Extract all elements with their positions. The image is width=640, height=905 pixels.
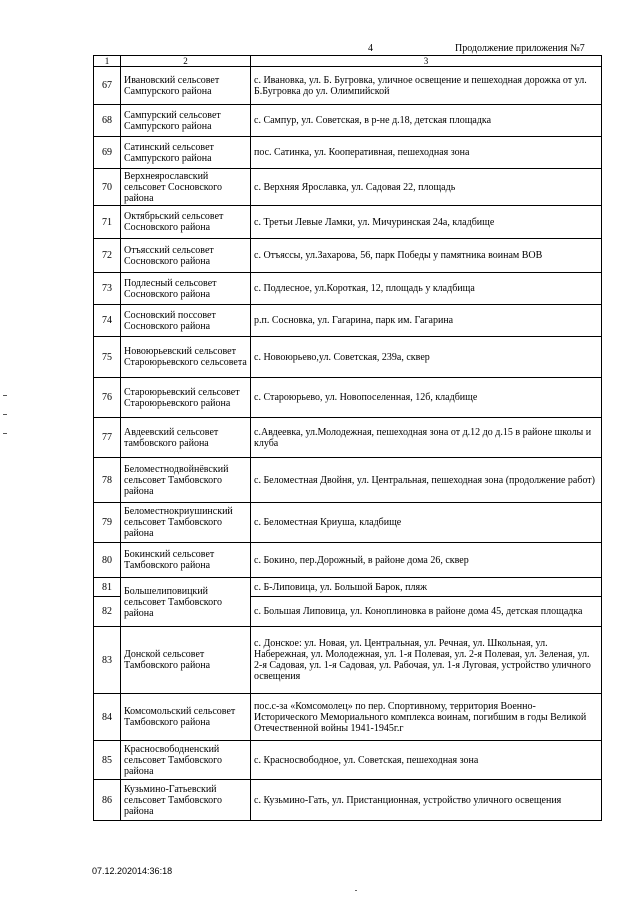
region-cell: Сосновский поссовет Сосновского района xyxy=(121,305,251,337)
column-header-1: 1 xyxy=(94,56,121,67)
row-number: 72 xyxy=(94,239,121,273)
address-cell: пос. Сатинка, ул. Кооперативная, пешеходная зона xyxy=(251,137,602,169)
region-cell: Донской сельсовет Тамбовского района xyxy=(121,627,251,694)
address-cell: с. Донское: ул. Новая, ул. Центральная, ул. Речная, ул. Школьная, ул. Набережная, ул. Молодежная, ул. 1-я Полевая, ул. 2-я Полевая, ул. Зеленая, ул. 2-я Садовая, ул. 1-я Садовая, ул. Рабочая, ул. 1-я Луговая, устройство уличного освещения xyxy=(251,627,602,694)
scan-margin-mark xyxy=(3,414,7,415)
table-row xyxy=(94,67,602,105)
region-cell: Верхнеярославский сельсовет Сосновского района xyxy=(121,169,251,206)
address-cell: с. Новоюрьево,ул. Советская, 239а, сквер xyxy=(251,337,602,378)
address-cell: с. Бокино, пер.Дорожный, в районе дома 26, сквер xyxy=(251,543,602,578)
address-cell: с.Авдеевка, ул.Молодежная, пешеходная зона от д.12 до д.15 в районе школы и клуба xyxy=(251,418,602,458)
table-row xyxy=(94,305,602,337)
table-row xyxy=(94,273,602,305)
row-number: 86 xyxy=(94,780,121,821)
region-cell: Новоюрьевский сельсовет Староюрьевского сельсовета xyxy=(121,337,251,378)
region-cell: Отъясский сельсовет Сосновского района xyxy=(121,239,251,273)
address-cell: с. Третьи Левые Ламки, ул. Мичуринская 24а, кладбище xyxy=(251,206,602,239)
address-cell: с. Староюрьево, ул. Новопоселенная, 12б, кладбище xyxy=(251,378,602,418)
table-row xyxy=(94,239,602,273)
table-row xyxy=(94,578,602,597)
region-cell: Беломестнокриушинский сельсовет Тамбовского района xyxy=(121,503,251,543)
table-row xyxy=(94,206,602,239)
table-row xyxy=(94,741,602,780)
scan-margin-mark xyxy=(3,395,7,396)
table-header-row xyxy=(94,56,602,67)
address-cell: с. Отъяссы, ул.Захарова, 56, парк Победы у памятника воинам ВОВ xyxy=(251,239,602,273)
address-cell: с. Ивановка, ул. Б. Бугровка, уличное освещение и пешеходная дорожка от ул. Б.Бугровка до ул. Олимпийской xyxy=(251,67,602,105)
address-cell: с. Беломестная Криуша, кладбище xyxy=(251,503,602,543)
row-number: 79 xyxy=(94,503,121,543)
address-cell: с. Верхняя Ярославка, ул. Садовая 22, площадь xyxy=(251,169,602,206)
table-row xyxy=(94,627,602,694)
row-number: 69 xyxy=(94,137,121,169)
page-number: 4 xyxy=(368,43,373,54)
table-row xyxy=(94,378,602,418)
appendix-continuation-title: Продолжение приложения №7 xyxy=(455,43,585,54)
address-cell: пос.с-за «Комсомолец» по пер. Спортивному, территория Военно-Исторического Мемориального комплекса воинам, погибшим в годы Великой Отечественной войны 1941-1945г.г xyxy=(251,694,602,741)
row-number: 78 xyxy=(94,458,121,503)
table-row xyxy=(94,458,602,503)
row-number: 82 xyxy=(94,597,121,627)
row-number: 73 xyxy=(94,273,121,305)
print-timestamp: 07.12.202014:36:18 xyxy=(92,866,173,876)
region-cell: Сатинский сельсовет Сампурского района xyxy=(121,137,251,169)
scan-margin-mark xyxy=(3,433,7,434)
row-number: 75 xyxy=(94,337,121,378)
row-number: 70 xyxy=(94,169,121,206)
column-header-2: 2 xyxy=(121,56,251,67)
row-number: 80 xyxy=(94,543,121,578)
appendix-table xyxy=(93,55,602,821)
row-number: 68 xyxy=(94,105,121,137)
column-header-3: 3 xyxy=(251,56,602,67)
region-cell: Ивановский сельсовет Сампурского района xyxy=(121,67,251,105)
address-cell: с. Сампур, ул. Советская, в р-не д.18, детская площадка xyxy=(251,105,602,137)
address-cell: с. Красносвободное, ул. Советская, пешеходная зона xyxy=(251,741,602,780)
region-cell: Кузьмино-Гатьевский сельсовет Тамбовского района xyxy=(121,780,251,821)
region-cell: Староюрьевский сельсовет Староюрьевского района xyxy=(121,378,251,418)
region-cell: Бокинский сельсовет Тамбовского района xyxy=(121,543,251,578)
address-cell: р.п. Сосновка, ул. Гагарина, парк им. Гагарина xyxy=(251,305,602,337)
row-number: 83 xyxy=(94,627,121,694)
table-row xyxy=(94,503,602,543)
address-cell: с. Б-Липовица, ул. Большой Барок, пляж xyxy=(251,578,602,597)
row-number: 76 xyxy=(94,378,121,418)
address-cell: с. Подлесное, ул.Короткая, 12, площадь у кладбища xyxy=(251,273,602,305)
table-row xyxy=(94,337,602,378)
row-number: 84 xyxy=(94,694,121,741)
table-row xyxy=(94,137,602,169)
table-row xyxy=(94,694,602,741)
table-row xyxy=(94,780,602,821)
region-cell: Комсомольский сельсовет Тамбовского района xyxy=(121,694,251,741)
row-number: 81 xyxy=(94,578,121,597)
region-cell: Подлесный сельсовет Сосновского района xyxy=(121,273,251,305)
region-cell: Беломестнодвойнёвский сельсовет Тамбовского района xyxy=(121,458,251,503)
region-cell: Сампурский сельсовет Сампурского района xyxy=(121,105,251,137)
address-cell: с. Большая Липовица, ул. Коноплиновка в районе дома 45, детская площадка xyxy=(251,597,602,627)
row-number: 85 xyxy=(94,741,121,780)
table-row xyxy=(94,543,602,578)
row-number: 71 xyxy=(94,206,121,239)
row-number: 67 xyxy=(94,67,121,105)
region-cell: Октябрьский сельсовет Сосновского района xyxy=(121,206,251,239)
scan-dot-mark xyxy=(355,890,357,891)
address-cell: с. Кузьмино-Гать, ул. Пристанционная, устройство уличного освещения xyxy=(251,780,602,821)
region-cell: Авдеевский сельсовет тамбовского района xyxy=(121,418,251,458)
region-cell: Красносвободненский сельсовет Тамбовского района xyxy=(121,741,251,780)
row-number: 74 xyxy=(94,305,121,337)
region-cell: Большелиповицкий сельсовет Тамбовского района xyxy=(121,578,251,627)
table-row xyxy=(94,105,602,137)
row-number: 77 xyxy=(94,418,121,458)
address-cell: с. Беломестная Двойня, ул. Центральная, пешеходная зона (продолжение работ) xyxy=(251,458,602,503)
table-row xyxy=(94,169,602,206)
table-row xyxy=(94,418,602,458)
